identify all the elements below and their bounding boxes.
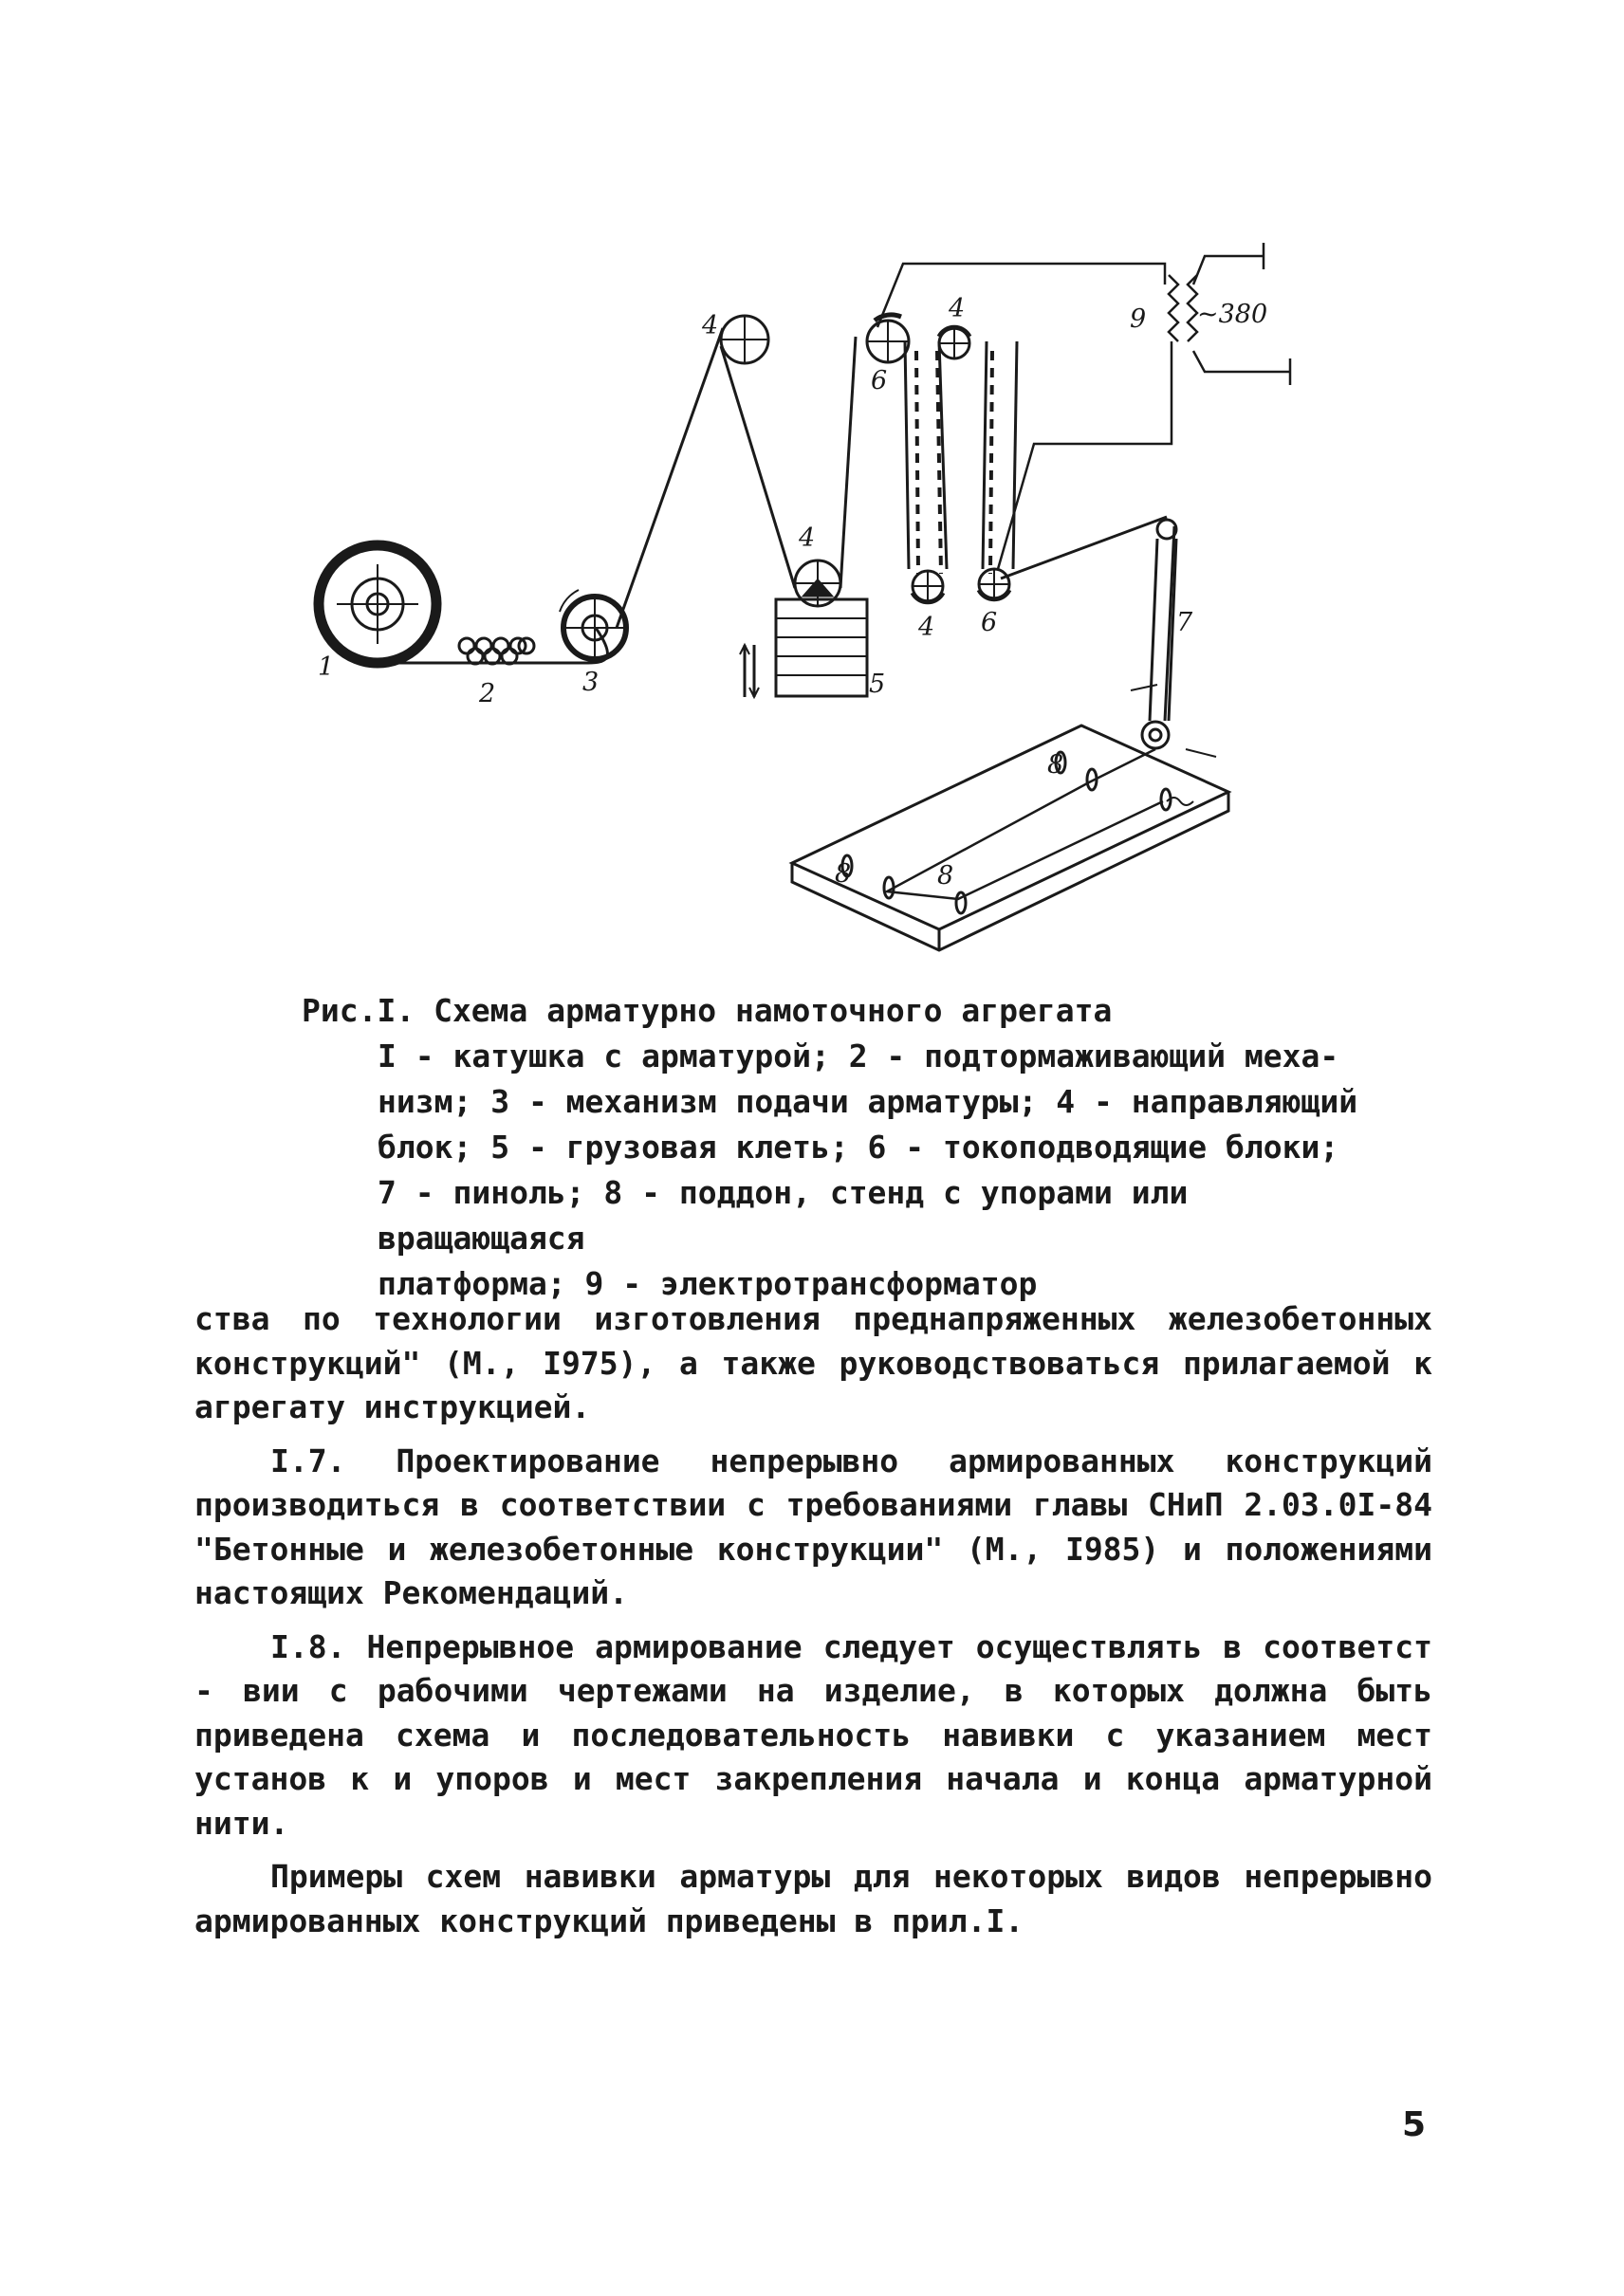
label-cage: 5 [869,670,886,699]
label-guide-2: 4 [799,523,816,553]
brake-mechanism [459,638,534,664]
legend-line: блок; 5 - грузовая клеть; 6 - токоподводящие блоки; [378,1129,1339,1166]
label-guide-1: 4 [702,311,719,340]
cargo-cage [740,599,867,697]
legend-line: низм; 3 - механизм подачи арматуры; 4 - направляющий [378,1083,1358,1120]
figure-legend [302,1034,1364,1307]
winding-unit-diagram [0,0,1624,967]
label-transformer: 9 [1130,304,1147,334]
pallet [792,726,1228,950]
contact-block-bottom [979,569,1009,599]
label-feed: 3 [582,668,600,697]
legend-line: I - катушка с арматурой; 2 - подтормаживающий меха- [378,1038,1339,1075]
page-number: 5 [1402,2105,1427,2144]
paragraph-continuation: ства по технологии изготовления преднапряженных железобетонных конструкций" (М., I975), а также руководствоваться прилагаемой к агрегату инструкцией. [194,1300,1432,1425]
label-guide-3: 4 [949,294,966,323]
label-brake: 2 [479,679,496,708]
paragraph-1-8: I.8. Непрерывное армирование следует осуществлять в соответст - вии с рабочими чертежами на изделие, в которых должна быть приведена схема и последовательность навивки с указанием мест установ к и упоров и мест закрепления начала и конца арматурной нити. [194,1627,1432,1842]
label-voltage: ~380 [1197,300,1268,329]
legend-line: платформа; 9 - электротрансформатор [378,1265,1038,1302]
guide-block-top-right [939,327,969,358]
contact-block-top [867,315,909,362]
feed-mechanism [560,590,626,659]
legend-line: 7 - пиноль; 8 - поддон, стенд с упорами или вращающаяся [378,1174,1189,1257]
label-pallet-1: 8 [1047,750,1064,780]
coil-spool [319,545,436,663]
label-pinol: 7 [1176,608,1193,637]
diagram-labels [318,294,1267,891]
guide-block-bottom [913,571,943,602]
figure-caption-title: Рис.I. Схема арматурно намоточного агрегата [302,992,1113,1029]
label-contact-2: 6 [981,608,998,637]
dashed-wire-loops [916,351,992,574]
label-contact-1: 6 [871,366,888,395]
body-text [194,1297,1432,1943]
label-guide-4: 4 [918,613,935,642]
paragraph-examples: Примеры схем навивки арматуры для некоторых видов непрерывно армированных конструкций приведены в прил.I. [194,1858,1432,1939]
guide-block-top-left [721,316,768,363]
label-pallet-2: 8 [835,859,852,889]
label-coil: 1 [318,652,335,682]
figure-caption [302,988,1364,1307]
label-pallet-3: 8 [937,861,954,891]
paragraph-1-7: I.7. Проектирование непрерывно армированных конструкций производиться в соответствии с требованиями главы СНиП 2.03.0I-84 "Бетонные и железобетонные конструкции" (М., I985) и положениями настоящих Рекомендаций. [194,1442,1432,1611]
